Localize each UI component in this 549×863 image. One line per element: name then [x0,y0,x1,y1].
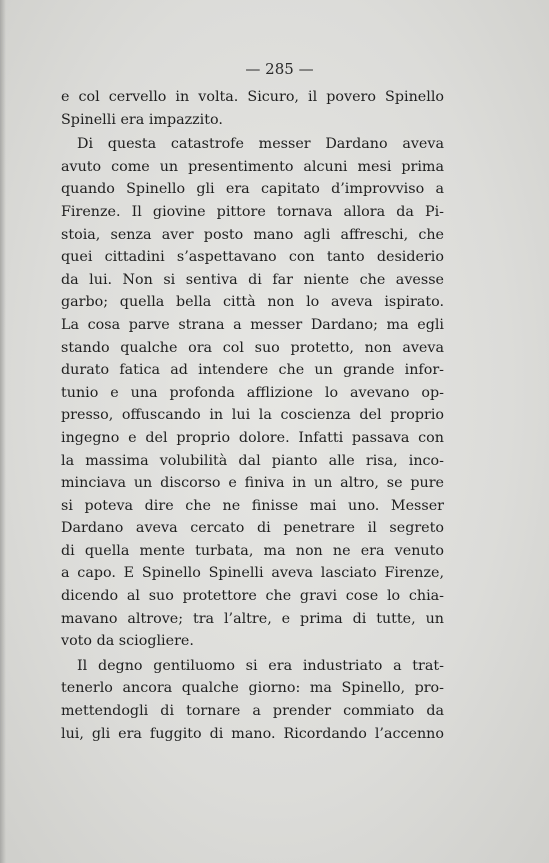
text-line: minciava un discorso e finiva in un altro, se pure [61,475,444,492]
text-line: lui, gli era fuggito di mano. Ricordando l’accenno [61,725,444,742]
text-line: la massima volubilità dal pianto alle risa, inco- [61,452,444,469]
text-line: Spinelli era impazzito. [61,111,223,128]
text-line: durato fatica ad intendere che un grande infor- [61,362,444,379]
text-line: a capo. E Spinello Spinelli aveva lasciato Firenze, [61,565,444,582]
text-line: voto da sciogliere. [61,633,194,650]
text-line: si poteva dire che ne finisse mai uno. Messer [61,497,444,514]
text-line: ingegno e del proprio dolore. Infatti passava con [61,429,444,446]
body-text [61,86,444,745]
text-line: quei cittadini s’aspettavano con tanto desiderio [61,249,444,266]
text-line: tunio e una profonda afflizione lo avevano op- [61,384,444,401]
text-line: Il degno gentiluomo si era industriato a trat- [77,657,444,674]
text-line: avuto come un presentimento alcuni mesi prima [61,158,444,175]
text-line: e col cervello in volta. Sicuro, il povero Spinello [61,89,444,105]
text-line: stando qualche ora col suo protetto, non aveva [61,339,444,356]
text-line: mettendogli di tornare a prender commiato da [61,703,444,720]
text-line: Di questa catastrofe messer Dardano aveva [77,136,444,153]
text-line: Firenze. Il giovine pittore tornava allora da Pi- [61,203,444,220]
text-line: quando Spinello gli era capitato d’improvviso a [61,181,444,198]
text-line: garbo; quella bella città non lo aveva ispirato. [61,294,444,311]
text-line: tenerlo ancora qualche giorno: ma Spinello, pro- [61,680,444,697]
text-line: Dardano aveva cercato di penetrare il segreto [61,520,444,537]
text-line: presso, offuscando in lui la coscienza del proprio [61,407,444,424]
text-line: di quella mente turbata, ma non ne era venuto [61,542,444,559]
text-line: stoia, senza aver posto mano agli affreschi, che [61,226,444,243]
text-line: da lui. Non si sentiva di far niente che avesse [61,271,444,288]
text-line: dicendo al suo protettore che gravi cose lo chia- [61,588,444,605]
text-line: La cosa parve strana a messer Dardano; ma egli [61,316,444,333]
text-line: mavano altrove; tra l’altre, e prima di tutte, un [61,610,444,627]
page-number: — 285 — [245,60,314,78]
